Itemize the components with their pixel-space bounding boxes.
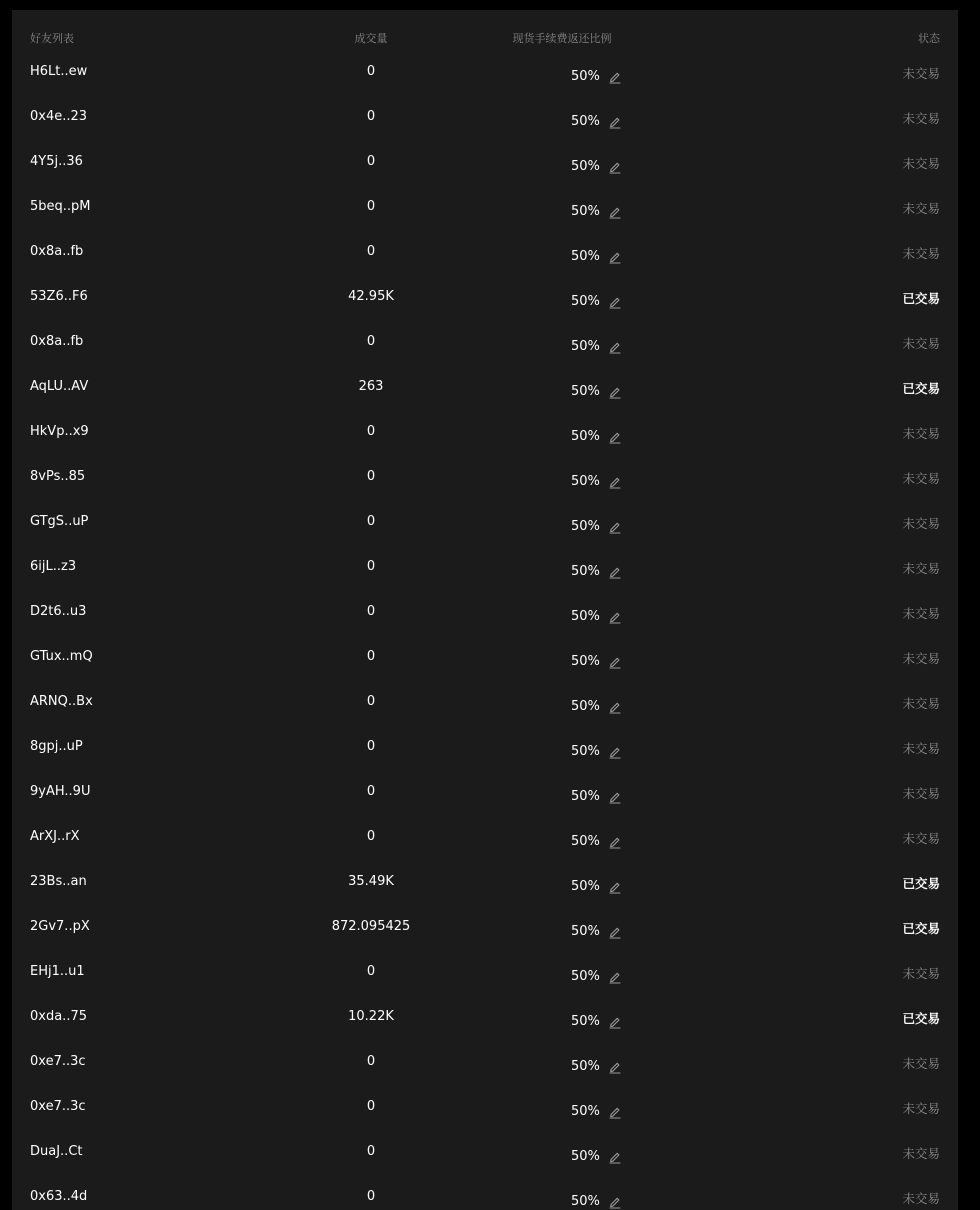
friend-name: 6ijL..z3 [30,559,77,574]
trade-volume: 0 [366,739,376,754]
trade-volume: 872.095425 [331,919,411,934]
table-row [12,320,958,365]
pencil-edit-icon[interactable] [608,1015,622,1029]
friend-name: 8gpj..uP [30,739,83,754]
trade-status: 未交易 [902,1146,940,1161]
trade-status: 已交易 [902,1011,940,1026]
trade-volume: 0 [366,424,376,439]
rebate-value: 50% [571,1014,600,1029]
table-row [12,455,958,500]
trade-volume: 263 [358,379,384,394]
trade-status: 未交易 [902,201,940,216]
table-row [12,95,958,140]
pencil-edit-icon[interactable] [608,250,622,264]
rebate-cell [571,924,622,939]
trade-status: 未交易 [902,696,940,711]
friend-name: 0x63..4d [30,1189,88,1204]
rebate-cell [571,384,622,399]
trade-volume: 0 [366,604,376,619]
trade-status: 未交易 [902,786,940,801]
rebate-cell [571,339,622,354]
trade-volume: 0 [366,109,376,124]
rebate-value: 50% [571,969,600,984]
rebate-value: 50% [571,789,600,804]
trade-volume: 0 [366,244,376,259]
friend-name: D2t6..u3 [30,604,87,619]
table-row [12,590,958,635]
pencil-edit-icon[interactable] [608,970,622,984]
rebate-cell [571,1014,622,1029]
trade-status: 未交易 [902,471,940,486]
pencil-edit-icon[interactable] [608,70,622,84]
table-row [12,500,958,545]
friend-name: 5beq..pM [30,199,91,214]
trade-status: 未交易 [902,651,940,666]
rebate-cell [571,744,622,759]
rebate-value: 50% [571,564,600,579]
rebate-cell [571,1194,622,1209]
trade-volume: 0 [366,154,376,169]
pencil-edit-icon[interactable] [608,115,622,129]
rebate-cell [571,699,622,714]
friend-name: 8vPs..85 [30,469,86,484]
rebate-cell [571,1104,622,1119]
rebate-cell [571,159,622,174]
pencil-edit-icon[interactable] [608,610,622,624]
trade-status: 未交易 [902,561,940,576]
pencil-edit-icon[interactable] [608,160,622,174]
rebate-value: 50% [571,519,600,534]
rebate-cell [571,294,622,309]
trade-status: 已交易 [902,291,940,306]
trade-status: 未交易 [902,741,940,756]
pencil-edit-icon[interactable] [608,430,622,444]
trade-status: 未交易 [902,966,940,981]
trade-status: 未交易 [902,336,940,351]
trade-status: 未交易 [902,1191,940,1206]
trade-volume: 0 [366,1144,376,1159]
table-row [12,815,958,860]
rebate-value: 50% [571,69,600,84]
table-row [12,1130,958,1175]
pencil-edit-icon[interactable] [608,1105,622,1119]
trade-volume: 42.95K [348,289,394,304]
friend-name: EHj1..u1 [30,964,85,979]
trade-status: 未交易 [902,1101,940,1116]
friend-name: GTgS..uP [30,514,89,529]
table-row [12,770,958,815]
trade-status: 未交易 [902,831,940,846]
table-row [12,905,958,950]
trade-status: 已交易 [902,876,940,891]
rebate-cell [571,1059,622,1074]
pencil-edit-icon[interactable] [608,655,622,669]
friend-name: DuaJ..Ct [30,1144,83,1159]
table-row [12,1040,958,1085]
trade-volume: 0 [366,1099,376,1114]
pencil-edit-icon[interactable] [608,1195,622,1209]
rebate-cell [571,204,622,219]
header-rebate: 现货手续费返还比例 [512,32,612,45]
table-row [12,230,958,275]
pencil-edit-icon[interactable] [608,1060,622,1074]
trade-volume: 0 [366,829,376,844]
rebate-cell [571,969,622,984]
table-header [12,10,958,50]
friend-name: ARNQ..Bx [30,694,93,709]
trade-volume: 10.22K [348,1009,394,1024]
friend-name: 0x8a..fb [30,334,84,349]
rebate-value: 50% [571,114,600,129]
table-row [12,275,958,320]
friend-name: GTux..mQ [30,649,93,664]
pencil-edit-icon[interactable] [608,340,622,354]
pencil-edit-icon[interactable] [608,565,622,579]
rebate-value: 50% [571,429,600,444]
friend-name: AqLU..AV [30,379,89,394]
rebate-cell [571,1149,622,1164]
friend-name: HkVp..x9 [30,424,89,439]
pencil-edit-icon[interactable] [608,520,622,534]
friend-name: 2Gv7..pX [30,919,90,934]
rebate-value: 50% [571,1059,600,1074]
table-row [12,410,958,455]
table-row [12,140,958,185]
rebate-cell [571,429,622,444]
table-row [12,185,958,230]
rebate-cell [571,834,622,849]
pencil-edit-icon[interactable] [608,700,622,714]
friend-name: H6Lt..ew [30,64,88,79]
pencil-edit-icon[interactable] [608,835,622,849]
table-row [12,725,958,770]
friend-name: 23Bs..an [30,874,87,889]
table-row [12,635,958,680]
rebate-value: 50% [571,249,600,264]
table-row [12,860,958,905]
trade-status: 未交易 [902,426,940,441]
rebate-value: 50% [571,609,600,624]
pencil-edit-icon[interactable] [608,205,622,219]
rebate-value: 50% [571,654,600,669]
rebate-cell [571,879,622,894]
friends-table-panel [12,10,958,1210]
header-volume: 成交量 [354,32,388,45]
pencil-edit-icon[interactable] [608,880,622,894]
friend-name: 9yAH..9U [30,784,91,799]
friend-name: 0xda..75 [30,1009,87,1024]
trade-volume: 0 [366,334,376,349]
trade-volume: 0 [366,469,376,484]
rebate-cell [571,789,622,804]
trade-volume: 0 [366,1189,376,1204]
trade-status: 已交易 [902,381,940,396]
rebate-value: 50% [571,294,600,309]
rebate-value: 50% [571,1149,600,1164]
rebate-value: 50% [571,474,600,489]
trade-status: 未交易 [902,156,940,171]
rebate-value: 50% [571,159,600,174]
pencil-edit-icon[interactable] [608,1150,622,1164]
rebate-cell [571,474,622,489]
rebate-value: 50% [571,384,600,399]
rebate-cell [571,654,622,669]
header-friend-list: 好友列表 [30,32,74,45]
rebate-value: 50% [571,924,600,939]
pencil-edit-icon[interactable] [608,475,622,489]
table-row [12,1175,958,1210]
table-row [12,995,958,1040]
trade-status: 未交易 [902,66,940,81]
header-status: 状态 [918,32,940,45]
rebate-value: 50% [571,834,600,849]
rebate-value: 50% [571,744,600,759]
rebate-value: 50% [571,699,600,714]
trade-volume: 0 [366,694,376,709]
trade-volume: 0 [366,649,376,664]
table-row [12,545,958,590]
rebate-value: 50% [571,1194,600,1209]
pencil-edit-icon[interactable] [608,745,622,759]
trade-status: 未交易 [902,1056,940,1071]
table-body [12,50,958,1210]
pencil-edit-icon[interactable] [608,790,622,804]
pencil-edit-icon[interactable] [608,925,622,939]
friend-name: 0xe7..3c [30,1054,86,1069]
rebate-cell [571,249,622,264]
pencil-edit-icon[interactable] [608,385,622,399]
rebate-value: 50% [571,879,600,894]
trade-volume: 35.49K [348,874,394,889]
trade-status: 未交易 [902,246,940,261]
friend-name: ArXJ..rX [30,829,80,844]
friend-name: 0x4e..23 [30,109,88,124]
friend-name: 0xe7..3c [30,1099,86,1114]
trade-volume: 0 [366,199,376,214]
trade-status: 未交易 [902,111,940,126]
table-row [12,1085,958,1130]
trade-volume: 0 [366,964,376,979]
table-row [12,365,958,410]
friend-name: 53Z6..F6 [30,289,88,304]
rebate-value: 50% [571,204,600,219]
rebate-value: 50% [571,1104,600,1119]
friend-name: 4Y5j..36 [30,154,83,169]
rebate-value: 50% [571,339,600,354]
table-row [12,950,958,995]
rebate-cell [571,609,622,624]
trade-status: 已交易 [902,921,940,936]
rebate-cell [571,69,622,84]
trade-volume: 0 [366,64,376,79]
friend-name: 0x8a..fb [30,244,84,259]
trade-volume: 0 [366,784,376,799]
table-row [12,680,958,725]
table-row [12,50,958,95]
rebate-cell [571,519,622,534]
trade-volume: 0 [366,1054,376,1069]
trade-volume: 0 [366,514,376,529]
trade-status: 未交易 [902,606,940,621]
trade-status: 未交易 [902,516,940,531]
rebate-cell [571,114,622,129]
rebate-cell [571,564,622,579]
pencil-edit-icon[interactable] [608,295,622,309]
trade-volume: 0 [366,559,376,574]
